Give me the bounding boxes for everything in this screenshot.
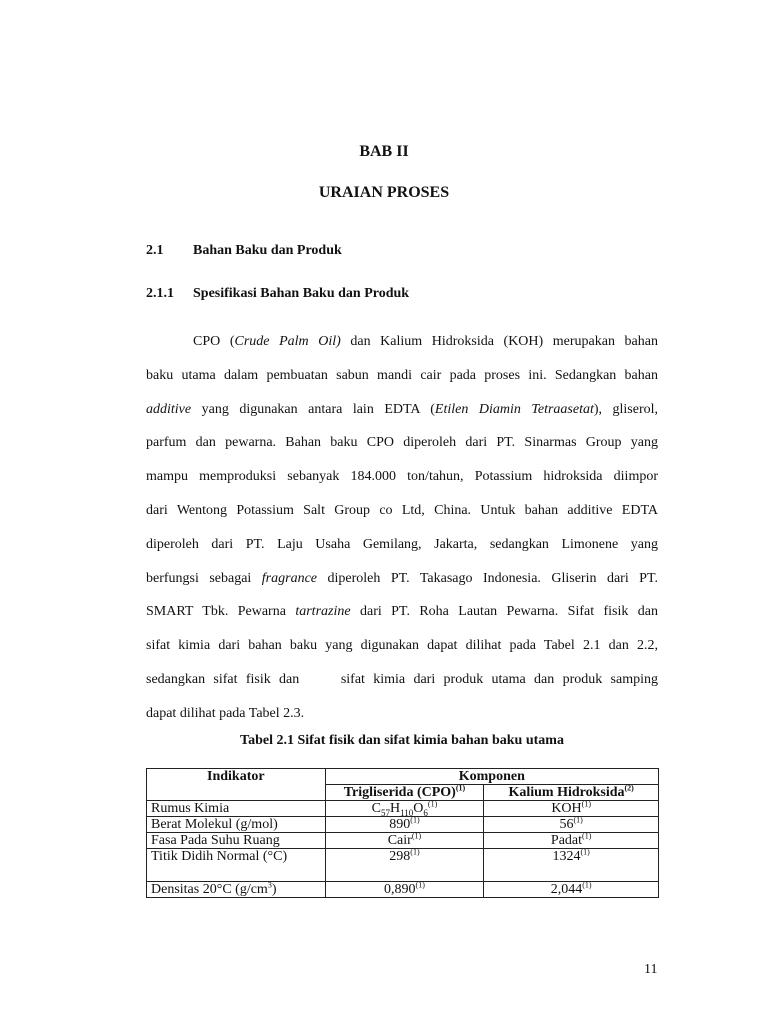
koh-formula: KOH$^{(1)}$ <box>484 801 659 817</box>
table-subheader-row <box>147 785 659 801</box>
cpo-value: Cair$^{(1)}$ <box>325 833 484 849</box>
table-row <box>147 849 659 882</box>
header-koh: Kalium Hidroksida$^{(2)}$ <box>484 785 659 801</box>
header-cpo: Trigliserida (CPO)$^{(1)}$ <box>325 785 484 801</box>
row-label: Berat Molekul (g/mol) <box>147 817 326 833</box>
paragraph-line: sedangkan sifat fisik dan sifat kimia dari produk utama dan produk samping <box>146 671 658 687</box>
koh-value: Padat$^{(1)}$ <box>484 833 659 849</box>
koh-value: 2,044$^{(1)}$ <box>484 882 659 898</box>
row-label: Titik Didih Normal (°C) <box>147 849 326 882</box>
paragraph-line: SMART Tbk. Pewarna tartrazine dari PT. Roha Lautan Pewarna. Sifat fisik dan <box>146 604 659 620</box>
cpo-formula: $C_{57}H_{110}O_6^{(1)}$ <box>325 801 484 817</box>
header-komponen: Komponen <box>325 769 658 785</box>
paragraph-line: parfum dan pewarna. Bahan baku CPO diperoleh dari PT. Sinarmas Group yang <box>146 435 658 451</box>
subsection-heading <box>146 286 409 302</box>
cpo-value: 0,890$^{(1)}$ <box>325 882 484 898</box>
paragraph-line: baku utama dalam pembuatan sabun mandi cair pada proses ini. Sedangkan bahan <box>146 367 658 383</box>
row-label: Densitas 20°C $(g/cm^3)$ <box>147 882 326 898</box>
subsection-title: Spesifikasi Bahan Baku dan Produk <box>193 286 410 301</box>
paragraph-line: mampu memproduksi sebanyak 184.000 ton/tahun, Potassium hidroksida diimpor <box>146 469 658 485</box>
table-row <box>147 817 659 833</box>
koh-value: 56$^{(1)}$ <box>484 817 659 833</box>
paragraph-line: diperoleh dari PT. Laju Usaha Gemilang, Jakarta, sedangkan Limonene yang <box>146 536 658 552</box>
table-row <box>147 833 659 849</box>
paragraph-line: CPO (Crude Palm Oil) dan Kalium Hidroksida (KOH) merupakan bahan <box>193 334 658 349</box>
chapter-title: URAIAN PROSES <box>318 184 450 201</box>
section-number: 2.1 <box>146 243 164 258</box>
cpo-value: 890$^{(1)}$ <box>325 817 484 833</box>
chapter-heading: BAB II <box>359 143 409 160</box>
table-caption: Tabel 2.1 Sifat fisik dan sifat kimia bahan baku utama <box>240 733 564 748</box>
table-row <box>147 882 659 898</box>
header-empty <box>147 785 326 801</box>
paragraph-line: dari Wentong Potassium Salt Group co Ltd, China. Untuk bahan additive EDTA <box>146 502 658 518</box>
section-heading <box>146 243 342 259</box>
paragraph-line: dapat dilihat pada Tabel 2.3. <box>146 705 305 721</box>
row-label: Rumus Kimia <box>147 801 326 817</box>
page-number: 11 <box>644 962 658 977</box>
table-header-row <box>147 769 659 785</box>
koh-value: 1324$^{(1)}$ <box>484 849 659 882</box>
header-indikator: Indikator <box>147 769 326 785</box>
cpo-value: 298$^{(1)}$ <box>325 849 484 882</box>
table-row <box>147 801 659 817</box>
paragraph-line: additive yang digunakan antara lain EDTA (Etilen Diamin Tetraasetat), gliserol, <box>146 401 659 417</box>
section-title: Bahan Baku dan Produk <box>193 243 342 258</box>
paragraph-line: sifat kimia dari bahan baku yang digunakan dapat dilihat pada Tabel 2.1 dan 2.2, <box>146 638 658 654</box>
body-paragraph <box>146 325 658 731</box>
row-label: Fasa Pada Suhu Ruang <box>147 833 326 849</box>
subsection-number: 2.1.1 <box>146 286 174 301</box>
paragraph-line: berfungsi sebagai fragrance diperoleh PT. Takasago Indonesia. Gliserin dari PT. <box>146 570 658 586</box>
properties-table <box>146 768 659 898</box>
